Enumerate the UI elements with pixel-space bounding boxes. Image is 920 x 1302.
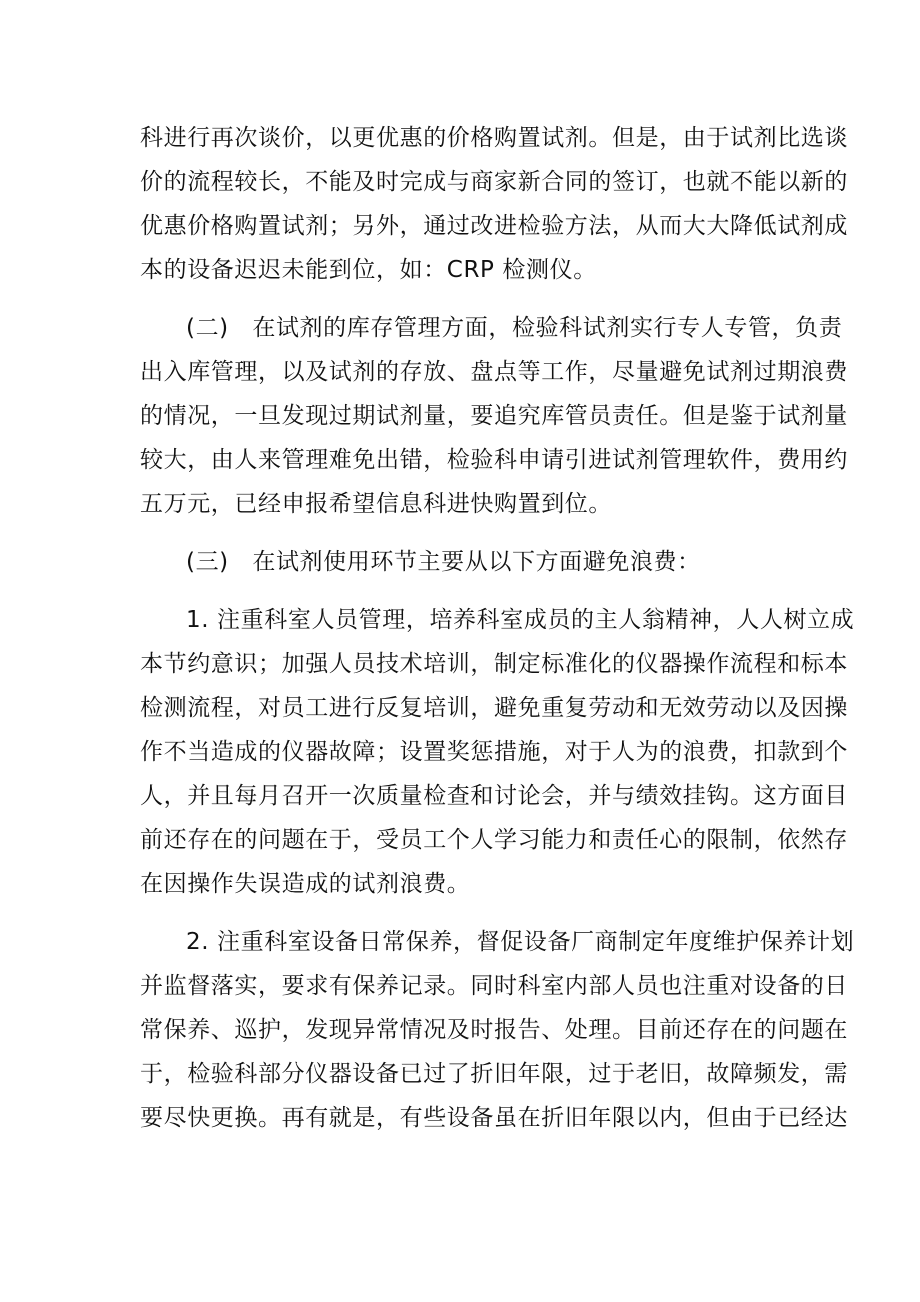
item-1-first-line: 1. 注重科室人员管理，培养科室成员的主人翁精神，人人树立成: [186, 607, 855, 633]
text-line: 优惠价格购置试剂；另外，通过改进检验方法，从而大大降低试剂成: [140, 213, 848, 239]
text-line: 五万元，已经申报希望信息科进快购置到位。: [140, 491, 612, 517]
text-line: 常保养、巡护，发现异常情况及时报告、处理。目前还存在的问题在: [140, 1017, 848, 1043]
paragraph-2-heading-line: (二) 在试剂的库存管理方面，检验科试剂实行专人专管，负责: [186, 315, 843, 341]
text-line: 本的设备迟迟未能到位，如：CRP 检测仪。: [140, 257, 597, 283]
text-line: 本节约意识；加强人员技术培训，制定标准化的仪器操作流程和标本: [140, 651, 848, 677]
text-line: 较大，由人来管理难免出错，检验科申请引进试剂管理软件，费用约: [140, 447, 848, 473]
text-line: 人，并且每月召开一次质量检查和讨论会，并与绩效挂钩。这方面目: [140, 783, 848, 809]
paragraph-3-heading-line: (三) 在试剂使用环节主要从以下方面避免浪费：: [186, 549, 701, 575]
text-line: 在因操作失误造成的试剂浪费。: [140, 871, 471, 897]
text-line: 于，检验科部分仪器设备已过了折旧年限，过于老旧，故障频发，需: [140, 1061, 848, 1087]
item-2-first-line: 2. 注重科室设备日常保养，督促设备厂商制定年度维护保养计划: [186, 929, 855, 955]
text-line: 前还存在的问题在于，受员工个人学习能力和责任心的限制，依然存: [140, 827, 848, 853]
text-line: 检测流程，对员工进行反复培训，避免重复劳动和无效劳动以及因操: [140, 695, 848, 721]
text-line: 价的流程较长，不能及时完成与商家新合同的签订，也就不能以新的: [140, 169, 848, 195]
text-line: 的情况，一旦发现过期试剂量，要追究库管员责任。但是鉴于试剂量: [140, 403, 848, 429]
text-line: 作不当造成的仪器故障；设置奖惩措施，对于人为的浪费，扣款到个: [140, 739, 848, 765]
text-line: 科进行再次谈价，以更优惠的价格购置试剂。但是，由于试剂比选谈: [140, 125, 848, 151]
text-line: 并监督落实，要求有保养记录。同时科室内部人员也注重对设备的日: [140, 973, 848, 999]
text-line: 出入库管理，以及试剂的存放、盘点等工作，尽量避免试剂过期浪费: [140, 359, 848, 385]
text-line: 要尽快更换。再有就是，有些设备虽在折旧年限以内，但由于已经达: [140, 1105, 848, 1131]
